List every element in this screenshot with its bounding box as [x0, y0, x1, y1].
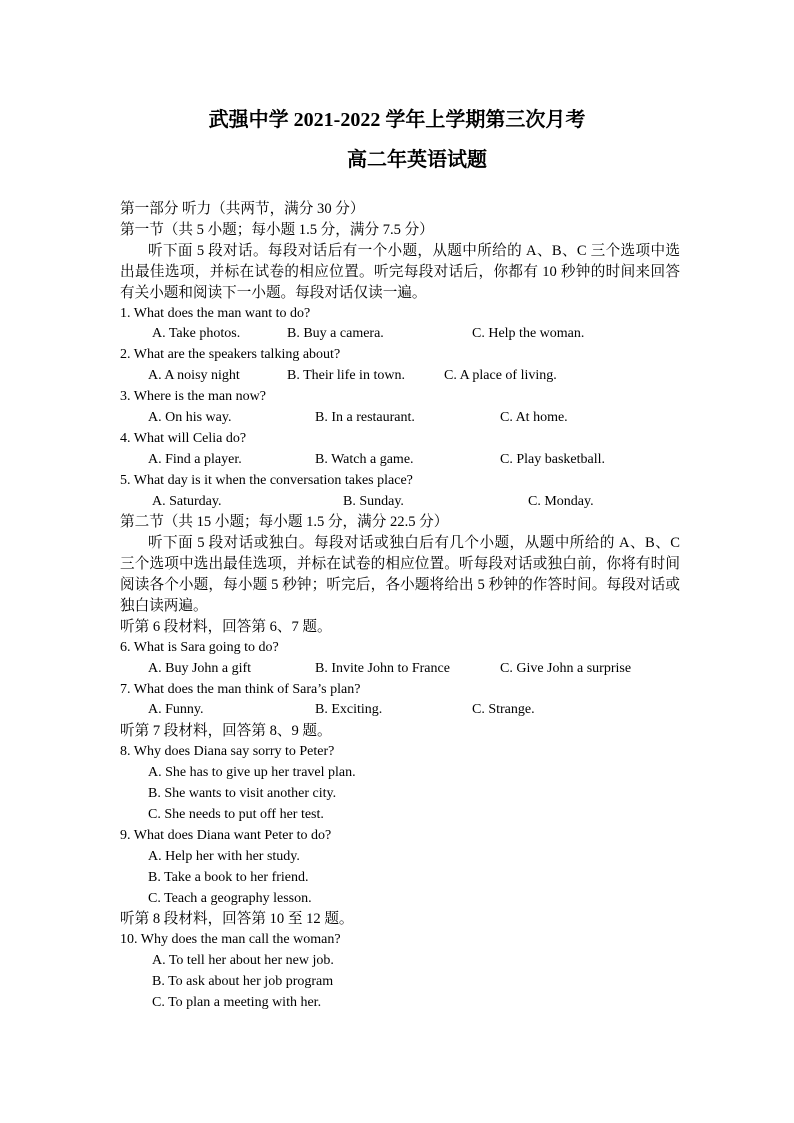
question-8-option-a: A. She has to give up her travel plan.: [148, 765, 356, 781]
question-6-option-a: A. Buy John a gift: [148, 660, 252, 676]
question-3-stem: 3. Where is the man now?: [120, 389, 266, 405]
section1-heading: 第一节（共 5 小题；每小题 1.5 分，满分 7.5 分）: [120, 221, 434, 238]
question-4-option-c: C. Play basketball.: [500, 451, 605, 467]
question-3-option-b: B. In a restaurant.: [315, 409, 415, 425]
part1-heading: 第一部分 听力（共两节，满分 30 分）: [120, 201, 365, 217]
question-2-option-b: B. Their life in town.: [287, 368, 405, 384]
question-2-option-a: A. A noisy night: [148, 368, 240, 384]
question-10-stem: 10. Why does the man call the woman?: [120, 932, 341, 948]
section1-instructions: 听下面 5 段对话。每段对话后有一个小题，从题中所给的 A、B、C 三个选项中选出最佳选项，并标在试卷的相应位置。听完每段对话后，你都有 10 秒钟的时间来回答有关小题和阅读下一小题。每段对话仅读一遍。: [120, 242, 680, 301]
question-5-option-a: A. Saturday.: [152, 493, 222, 509]
question-9-option-b: B. Take a book to her friend.: [148, 869, 309, 885]
question-6-option-b: B. Invite John to France: [315, 660, 450, 676]
question-8-option-c: C. She needs to put off her test.: [148, 806, 324, 822]
question-6-options: [120, 659, 680, 680]
question-10-option-a: A. To tell her about her new job.: [152, 953, 334, 969]
question-5-option-b: B. Sunday.: [343, 493, 404, 509]
question-4-option-a: A. Find a player.: [148, 451, 242, 467]
question-10-option-c: C. To plan a meeting with her.: [152, 994, 322, 1010]
question-8-option-b: B. She wants to visit another city.: [148, 786, 337, 802]
section2-instructions: 听下面 5 段对话或独白。每段对话或独白后有几个小题，从题中所给的 A、B、C 三个选项中选出最佳选项，并标在试卷的相应位置。听每段对话或独白前，你将有时间阅读各个小题，每小题 5 秒钟；听完后，各小题将给出 5 秒钟的作答时间。每段对话或独白读两遍。: [120, 535, 680, 615]
question-7-option-a: A. Funny.: [148, 702, 204, 718]
question-8-stem: 8. Why does Diana say sorry to Peter?: [120, 744, 335, 760]
question-4-option-b: B. Watch a game.: [315, 451, 414, 467]
question-5-option-c: C. Monday.: [528, 493, 594, 509]
question-1-stem: 1. What does the man want to do?: [120, 305, 311, 321]
question-1-option-c: C. Help the woman.: [472, 326, 585, 342]
question-4-stem: 4. What will Celia do?: [120, 430, 247, 446]
question-7-stem: 7. What does the man think of Sara’s plan?: [120, 681, 361, 697]
question-5-stem: 5. What day is it when the conversation takes place?: [120, 472, 413, 488]
question-3-options: [120, 408, 680, 429]
question-2-option-c: C. A place of living.: [444, 368, 557, 384]
material-7-instruction: 听第 7 段材料，回答第 8、9 题。: [120, 723, 332, 740]
question-4-options: [120, 450, 680, 471]
material-6-instruction: 听第 6 段材料，回答第 6、7 题。: [120, 618, 332, 635]
exam-subtitle: 高二年英语试题: [347, 149, 487, 171]
question-10-option-b: B. To ask about her job program: [152, 974, 334, 990]
question-2-options: [120, 366, 680, 387]
question-7-options: [120, 700, 680, 721]
question-3-option-a: A. On his way.: [148, 409, 232, 425]
question-6-stem: 6. What is Sara going to do?: [120, 639, 279, 655]
question-1-option-a: A. Take photos.: [152, 326, 241, 342]
question-2-stem: 2. What are the speakers talking about?: [120, 347, 341, 363]
question-1-option-b: B. Buy a camera.: [287, 326, 384, 342]
exam-title: 武强中学 2021-2022 学年上学期第三次月考: [208, 109, 586, 131]
question-3-option-c: C. At home.: [500, 409, 568, 425]
question-7-option-b: B. Exciting.: [315, 702, 383, 718]
question-5-options: [120, 492, 680, 513]
exam-content: [120, 199, 680, 1014]
section2-heading: 第二节（共 15 小题；每小题 1.5 分，满分 22.5 分）: [120, 514, 449, 531]
question-9-option-a: A. Help her with her study.: [148, 848, 300, 864]
question-6-option-c: C. Give John a surprise: [500, 660, 632, 676]
question-9-option-c: C. Teach a geography lesson.: [148, 890, 312, 906]
material-8-instruction: 听第 8 段材料，回答第 10 至 12 题。: [120, 911, 354, 928]
question-1-options: [120, 324, 680, 345]
question-9-stem: 9. What does Diana want Peter to do?: [120, 827, 332, 843]
question-7-option-c: C. Strange.: [472, 702, 535, 718]
